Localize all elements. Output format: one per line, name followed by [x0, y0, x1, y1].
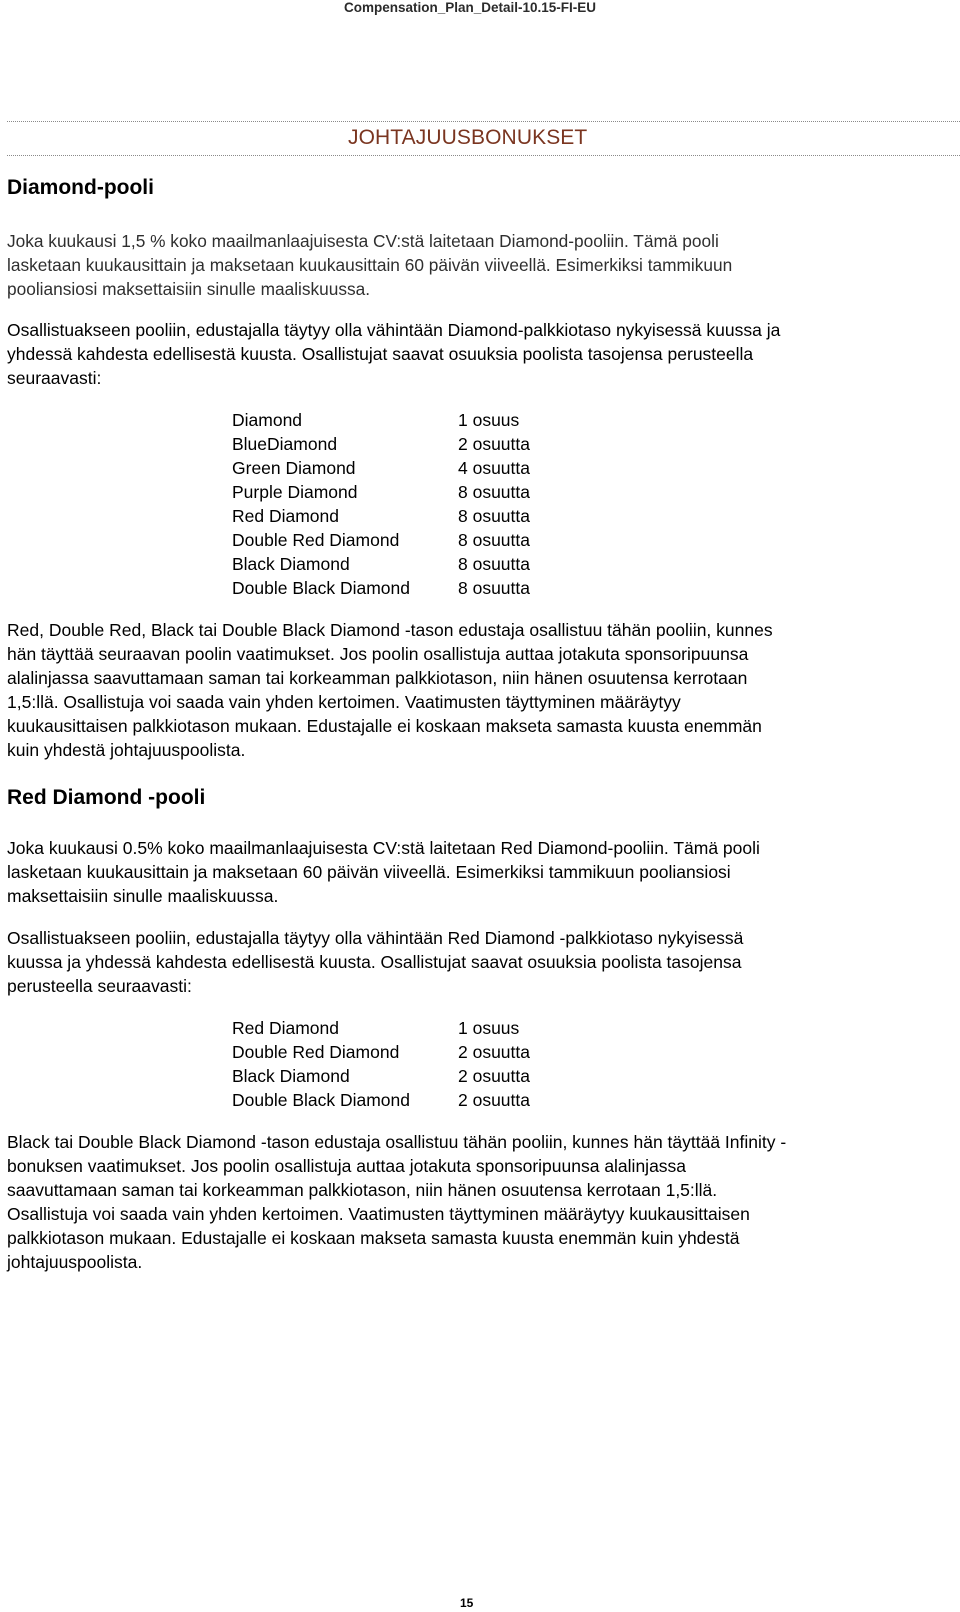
share-count: 8 osuutta: [458, 530, 530, 550]
diamond-pool-conditions: Red, Double Red, Black tai Double Black Diamond -tason edustaja osallistuu tähän pooliin, kunnes hän täyttää seuraavan poolin vaatimukset. Jos poolin osallistuja auttaa jotakuta sponsoripuunsa alalinjassa saavuttamaan saman tai korkeamman palkkiotason, niin hänen osuutensa kerrotaan 1,5:llä. Osallistuja voi saada vain yhden kertoimen. Vaatimusten täyttyminen määräytyy kuukausittaisen palkkiotason mukaan. Edustajalle ei koskaan makseta samasta kuusta enemmän kuin yhdestä johtajuuspoolista.: [7, 620, 773, 760]
share-level: Double Black Diamond: [232, 1090, 411, 1110]
share-count: 4 osuutta: [458, 458, 530, 478]
share-level: Red Diamond: [232, 1018, 339, 1038]
share-row: [232, 504, 942, 528]
share-level: Double Red Diamond: [232, 1042, 400, 1062]
share-count: 1 osuus: [458, 1018, 520, 1038]
share-row: [232, 552, 942, 576]
share-level: BlueDiamond: [232, 434, 338, 454]
diamond-pool-intro: Joka kuukausi 1,5 % koko maailmanlaajuisesta CV:stä laitetaan Diamond-pooliin. Tämä pooli lasketaan kuukausittain ja maksetaan kuukausittain 60 päivän viiveellä. Esimerkiksi tammikuun pooliansiosi maksettaisiin sinulle maaliskuussa.: [7, 231, 733, 299]
document-body: [7, 174, 942, 1292]
document-title: Compensation_Plan_Detail-10.15-FI-EU: [343, 0, 597, 15]
share-level: Double Black Diamond: [232, 578, 411, 598]
share-level: Green Diamond: [232, 458, 356, 478]
page-number: 15: [460, 1596, 474, 1610]
red-diamond-pool-shares-table: [232, 1016, 942, 1112]
share-row: [232, 480, 942, 504]
diamond-pool-heading: Diamond-pooli: [7, 176, 154, 199]
share-row: [232, 1016, 942, 1040]
red-diamond-pool-conditions: Black tai Double Black Diamond -tason edustaja osallistuu tähän pooliin, kunnes hän täyttää Infinity - bonuksen vaatimukset. Jos poolin osallistuja auttaa jotakuta sponsoripuunsa alalinjassa saavuttamaan saman tai korkeamman palkkiotason, niin hänen osuutensa kerrotaan 1,5:llä. Osallistuja voi saada vain yhden kertoimen. Vaatimusten täyttyminen määräytyy kuukausittaisen palkkiotason mukaan. Edustajalle ei koskaan makseta samasta kuusta enemmän kuin yhdestä johtajuuspoolista.: [7, 1132, 787, 1272]
share-count: 8 osuutta: [458, 554, 530, 574]
diamond-pool-eligibility: Osallistuakseen pooliin, edustajalla täytyy olla vähintään Diamond-palkkiotaso nykyisessä kuussa ja yhdessä kahdesta edellisestä kuusta. Osallistujat saavat osuuksia poolista tasojensa perusteella seuraavasti:: [7, 320, 781, 388]
share-level: Black Diamond: [232, 554, 350, 574]
share-row: [232, 576, 942, 600]
share-row: [232, 456, 942, 480]
share-count: 2 osuutta: [458, 434, 530, 454]
section-banner: JOHTAJUUSBONUKSET: [348, 126, 588, 149]
share-count: 2 osuutta: [458, 1066, 530, 1086]
share-level: Double Red Diamond: [232, 530, 400, 550]
top-divider: [7, 121, 960, 122]
bottom-divider: [7, 155, 960, 156]
share-level: Purple Diamond: [232, 482, 358, 502]
share-row: [232, 408, 942, 432]
share-row: [232, 528, 942, 552]
share-row: [232, 1088, 942, 1112]
red-diamond-pool-intro: Joka kuukausi 0.5% koko maailmanlaajuisesta CV:stä laitetaan Red Diamond-pooliin. Tämä pooli lasketaan kuukausittain ja maksetaan 60 päivän viiveellä. Esimerkiksi tammikuun pooliansiosi maksettaisiin sinulle maaliskuussa.: [7, 838, 760, 906]
share-row: [232, 432, 942, 456]
share-row: [232, 1040, 942, 1064]
red-diamond-pool-heading: Red Diamond -pooli: [7, 786, 206, 809]
share-count: 2 osuutta: [458, 1042, 530, 1062]
share-level: Red Diamond: [232, 506, 339, 526]
share-count: 8 osuutta: [458, 482, 530, 502]
share-level: Diamond: [232, 410, 303, 430]
diamond-pool-shares-table: [232, 408, 942, 600]
share-count: 2 osuutta: [458, 1090, 530, 1110]
red-diamond-pool-eligibility: Osallistuakseen pooliin, edustajalla täytyy olla vähintään Red Diamond -palkkiotaso nykyisessä kuussa ja yhdessä kahdesta edellisestä kuusta. Osallistujat saavat osuuksia poolista tasojensa perusteella seuraavasti:: [7, 928, 744, 996]
share-count: 8 osuutta: [458, 506, 530, 526]
share-row: [232, 1064, 942, 1088]
share-count: 1 osuus: [458, 410, 520, 430]
share-level: Black Diamond: [232, 1066, 350, 1086]
share-count: 8 osuutta: [458, 578, 530, 598]
